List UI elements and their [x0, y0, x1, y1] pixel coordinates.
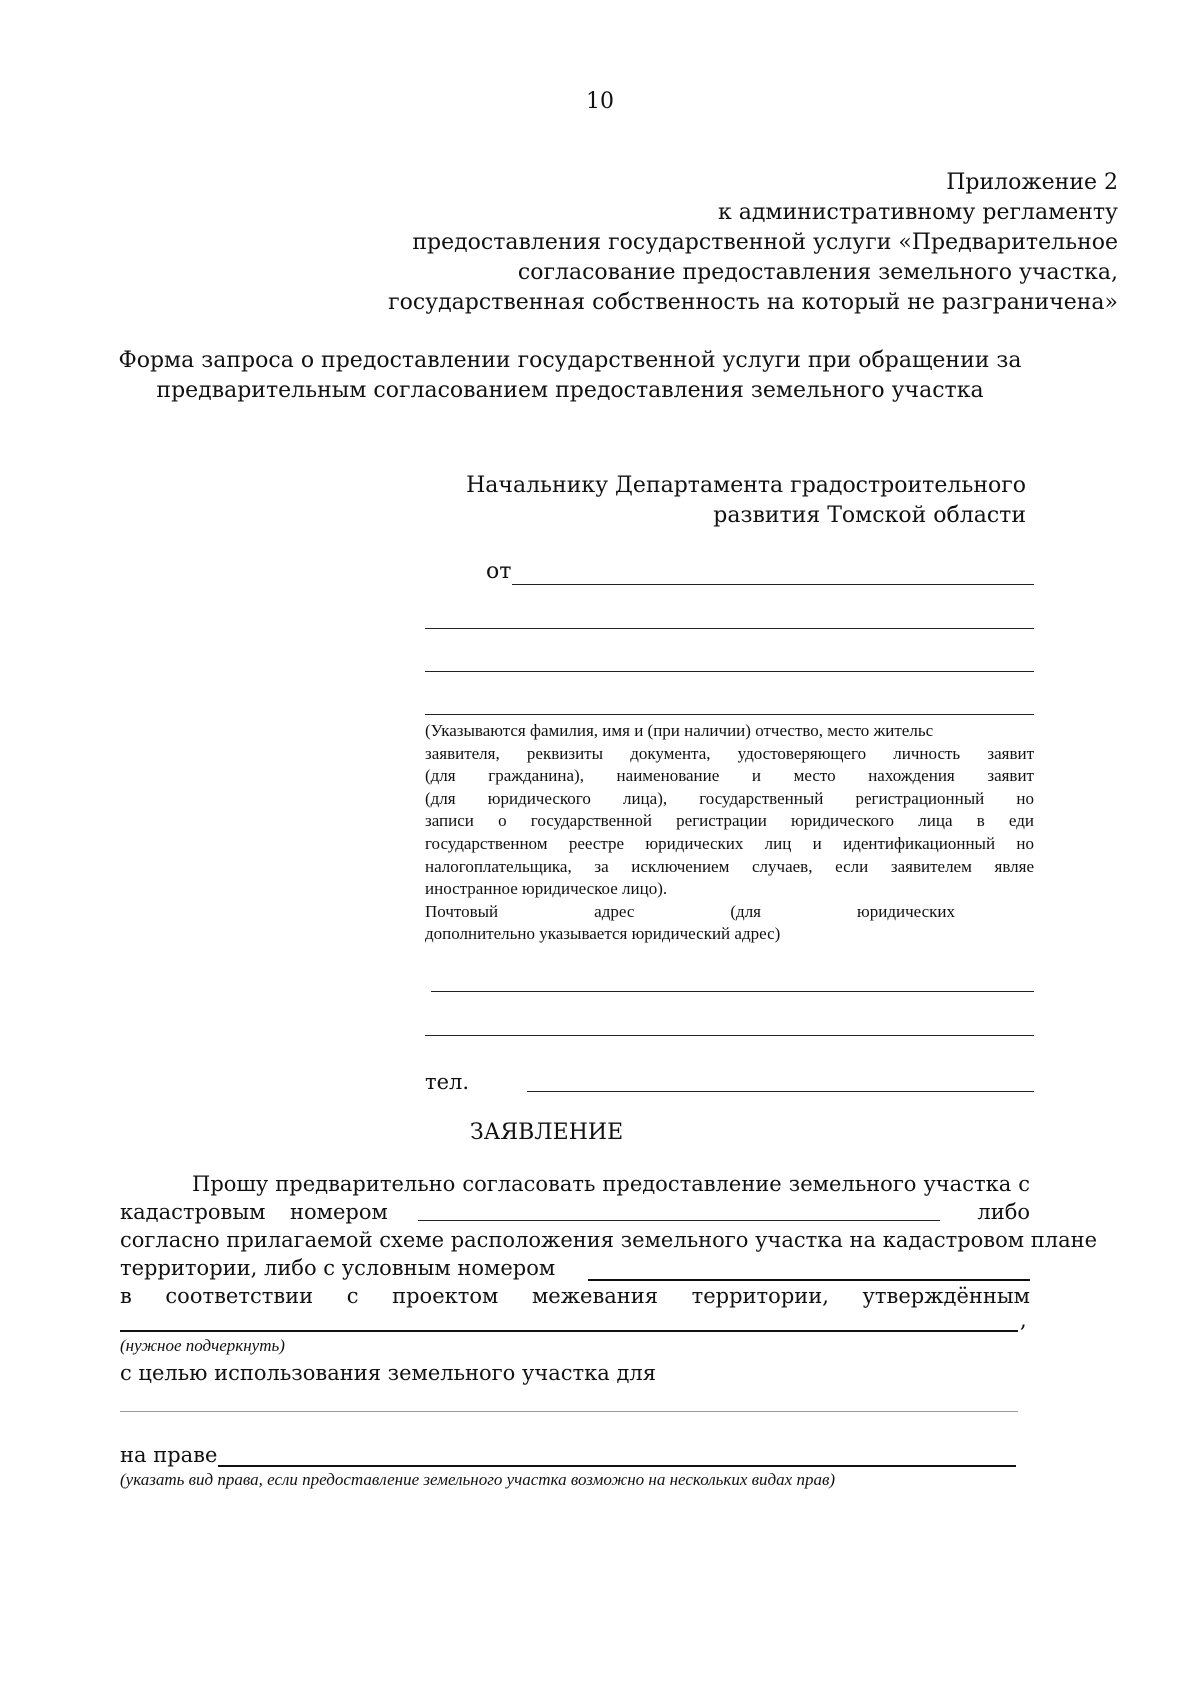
- either-word: либо: [977, 1200, 1030, 1224]
- addressee-line: развития Томской области: [713, 503, 1026, 528]
- appendix-line: Приложение 2: [946, 170, 1118, 195]
- hint-line: иностранное юридическое лицо).: [425, 879, 668, 899]
- hint-line: государственном реестре юридических лиц и идентификационный но: [425, 833, 1034, 853]
- hint-line: заявителя, реквизиты документа, удостоверяющего личность заявит: [425, 743, 1034, 763]
- applicant-field-line-3[interactable]: [425, 671, 1034, 672]
- purpose-field-line[interactable]: [120, 1411, 1018, 1412]
- page-number: 10: [586, 89, 614, 114]
- right-label: на праве: [120, 1443, 218, 1467]
- applicant-field-line-2[interactable]: [425, 628, 1034, 629]
- appendix-line: предоставления государственной услуги «Предварительное: [412, 230, 1118, 255]
- conditional-number-field[interactable]: [588, 1279, 1030, 1281]
- hint-line: записи о государственной регистрации юридического лица в еди: [425, 811, 1034, 831]
- appendix-line: к административному регламенту: [717, 200, 1118, 225]
- approved-by-field[interactable]: [120, 1330, 1018, 1332]
- comma: ,: [1020, 1308, 1027, 1332]
- cadastral-word: номером: [290, 1200, 388, 1224]
- cadastral-number-field[interactable]: [418, 1220, 940, 1221]
- statement-body: [120, 1170, 1098, 1310]
- form-title-line: Форма запроса о предоставлении государственной услуги при обращении за: [118, 348, 1022, 373]
- hint-line: дополнительно указывается юридический адрес): [425, 924, 781, 944]
- body-line-5: в соответствии с проектом межевания территории, утверждённым: [120, 1284, 1030, 1308]
- from-label: от: [486, 559, 512, 584]
- hint-line: налогоплательщика, за исключением случаев, если заявителем являе: [425, 856, 1034, 876]
- right-hint: (указать вид права, если предоставление земельного участка возможно на нескольких видах прав): [120, 1470, 835, 1489]
- body-line-cadastral: [120, 1198, 1030, 1226]
- phone-label: тел.: [425, 1070, 470, 1094]
- body-line-3: согласно прилагаемой схеме расположения земельного участка на кадастровом плане: [120, 1228, 1098, 1252]
- addressee-line: Начальнику Департамента градостроительного: [466, 473, 1026, 498]
- form-title: [0, 346, 1200, 406]
- cadastral-word: кадастровым: [120, 1200, 266, 1224]
- purpose-label: с целью использования земельного участка для: [120, 1361, 656, 1385]
- body-line-1: Прошу предварительно согласовать предоставление земельного участка с: [192, 1172, 1030, 1196]
- right-type-field[interactable]: [218, 1465, 1016, 1467]
- hint-line: (для гражданина), наименование и место нахождения заявит: [425, 766, 1034, 786]
- phone-field-line[interactable]: [527, 1091, 1034, 1092]
- applicant-field-line-4[interactable]: [425, 714, 1034, 715]
- applicant-hint: [425, 720, 1034, 946]
- appendix-line: государственная собственность на который не разграничена»: [388, 290, 1118, 315]
- form-title-line: предварительным согласованием предоставления земельного участка: [156, 378, 984, 403]
- address-field-line-1[interactable]: [431, 991, 1034, 992]
- appendix-header: [388, 168, 1118, 318]
- postal-address-line: Почтовый адрес (для юридических: [425, 901, 955, 921]
- statement-title: ЗАЯВЛЕНИЕ: [470, 1120, 624, 1145]
- conditional-number-label: территории, либо с условным номером: [120, 1256, 556, 1280]
- address-field-line-2[interactable]: [425, 1035, 1034, 1036]
- underline-hint: (нужное подчеркнуть): [120, 1336, 285, 1355]
- addressee: [466, 471, 1026, 531]
- hint-line: (Указываются фамилия, имя и (при наличии) отчество, место жительс: [425, 721, 934, 740]
- hint-line: (для юридического лица), государственный регистрационный но: [425, 788, 1034, 808]
- appendix-line: согласование предоставления земельного участка,: [517, 260, 1118, 285]
- from-field-line[interactable]: [512, 584, 1034, 585]
- body-line-4: [120, 1254, 1030, 1282]
